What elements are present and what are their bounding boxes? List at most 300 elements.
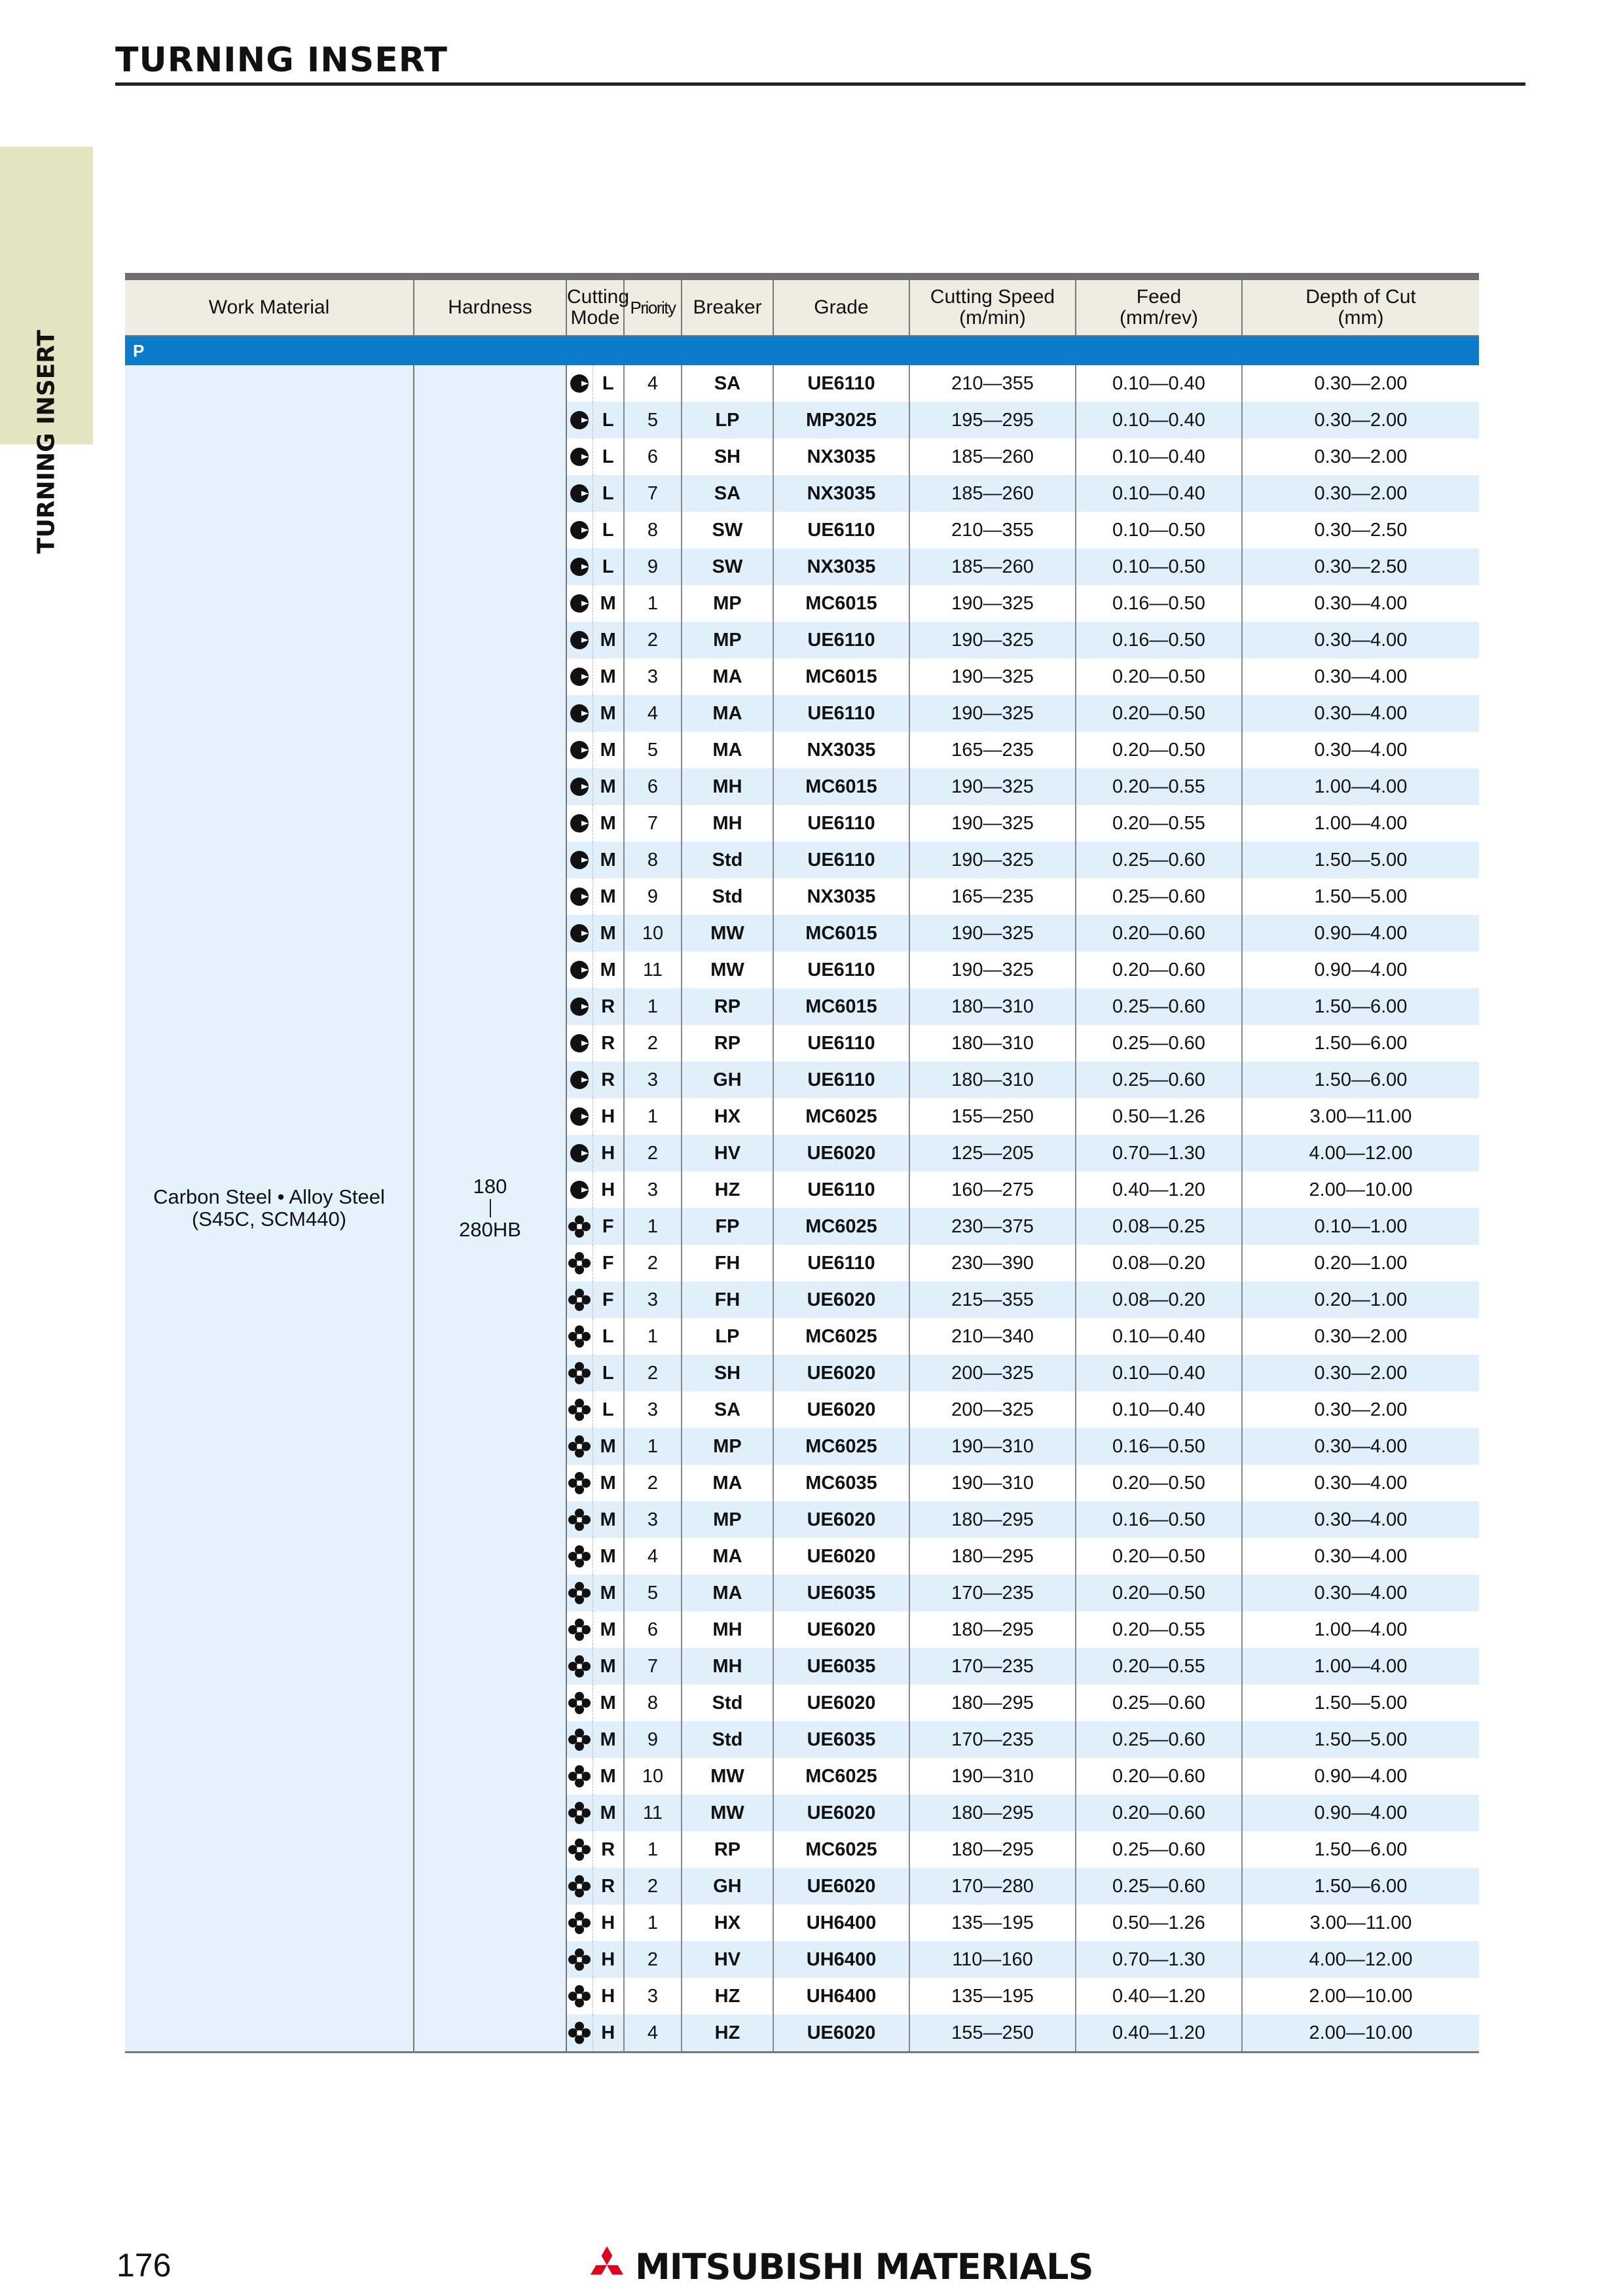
half-moon-icon — [568, 996, 591, 1018]
feed-cell: 0.40—1.20 — [1076, 1172, 1242, 1208]
half-moon-icon — [568, 519, 591, 541]
grade-cell: UE6020 — [773, 1501, 909, 1538]
cutting-mode-cell: L — [593, 439, 624, 475]
depth-of-cut-cell: 4.00—12.00 — [1242, 1135, 1479, 1172]
cutting-mode-icon-cell — [566, 475, 593, 512]
cutting-speed-cell: 200—325 — [909, 1355, 1076, 1391]
half-moon-icon — [568, 702, 591, 725]
clover-icon — [568, 1545, 591, 1568]
cutting-speed-cell: 195—295 — [909, 402, 1076, 439]
depth-of-cut-cell: 0.30—4.00 — [1242, 585, 1479, 622]
cutting-speed-cell: 185—260 — [909, 548, 1076, 585]
clover-icon — [568, 1692, 591, 1714]
cutting-mode-cell: L — [593, 548, 624, 585]
grade-cell: NX3035 — [773, 439, 909, 475]
grade-cell: MC6015 — [773, 988, 909, 1025]
col-header-depth-of-cut: Depth of Cut (mm) — [1242, 280, 1479, 336]
cutting-speed-cell: 180—295 — [909, 1831, 1076, 1868]
cutting-speed-cell: 190—325 — [909, 915, 1076, 952]
data-table — [125, 280, 1479, 2051]
cutting-mode-cell: F — [593, 1208, 624, 1245]
half-moon-icon — [568, 776, 591, 798]
breaker-cell: MW — [682, 952, 773, 988]
depth-of-cut-cell: 0.30—2.00 — [1242, 1391, 1479, 1428]
clover-icon — [568, 1325, 591, 1348]
cutting-speed-cell: 190—310 — [909, 1428, 1076, 1465]
feed-cell: 0.25—0.60 — [1076, 1721, 1242, 1758]
feed-cell: 0.20—0.60 — [1076, 1758, 1242, 1795]
grade-cell: UE6020 — [773, 1868, 909, 1905]
cutting-mode-cell: M — [593, 1428, 624, 1465]
grade-cell: MC6025 — [773, 1758, 909, 1795]
priority-cell: 9 — [624, 548, 682, 585]
half-moon-icon — [568, 1032, 591, 1054]
cutting-speed-cell: 190—310 — [909, 1758, 1076, 1795]
depth-of-cut-cell: 0.20—1.00 — [1242, 1282, 1479, 1318]
cutting-mode-cell: R — [593, 1025, 624, 1062]
breaker-cell: GH — [682, 1868, 773, 1905]
cutting-mode-cell: M — [593, 1538, 624, 1575]
cutting-speed-cell: 155—250 — [909, 2015, 1076, 2051]
priority-cell: 5 — [624, 1575, 682, 1611]
breaker-cell: SH — [682, 1355, 773, 1391]
col-header-grade: Grade — [773, 280, 909, 336]
breaker-cell: MH — [682, 805, 773, 842]
grade-cell: UE6035 — [773, 1575, 909, 1611]
cutting-mode-icon-cell — [566, 1831, 593, 1868]
depth-of-cut-cell: 0.30—2.00 — [1242, 439, 1479, 475]
cutting-speed-cell: 190—325 — [909, 622, 1076, 658]
grade-cell: NX3035 — [773, 475, 909, 512]
table-body — [125, 365, 1479, 2051]
grade-cell: MC6025 — [773, 1318, 909, 1355]
feed-cell: 0.10—0.40 — [1076, 402, 1242, 439]
feed-cell: 0.70—1.30 — [1076, 1941, 1242, 1978]
grade-cell: UE6020 — [773, 1538, 909, 1575]
breaker-cell: HZ — [682, 1978, 773, 2015]
side-tab — [0, 147, 93, 554]
cutting-mode-icon-cell — [566, 1391, 593, 1428]
depth-of-cut-cell: 0.20—1.00 — [1242, 1245, 1479, 1282]
cutting-mode-cell: H — [593, 1135, 624, 1172]
breaker-cell: HX — [682, 1098, 773, 1135]
depth-of-cut-cell: 0.30—4.00 — [1242, 1465, 1479, 1501]
grade-cell: UE6020 — [773, 1135, 909, 1172]
breaker-cell: SW — [682, 512, 773, 548]
cutting-mode-icon-cell — [566, 1025, 593, 1062]
priority-cell: 2 — [624, 1355, 682, 1391]
grade-cell: MC6015 — [773, 915, 909, 952]
breaker-cell: MA — [682, 1465, 773, 1501]
grade-cell: UH6400 — [773, 1905, 909, 1941]
feed-cell: 0.16—0.50 — [1076, 1501, 1242, 1538]
cutting-speed-cell: 190—325 — [909, 695, 1076, 732]
clover-icon — [568, 1509, 591, 1531]
half-moon-icon — [568, 1142, 591, 1164]
cutting-mode-icon-cell — [566, 1465, 593, 1501]
cutting-mode-cell: F — [593, 1282, 624, 1318]
grade-cell: UE6110 — [773, 1172, 909, 1208]
half-moon-icon — [568, 849, 591, 871]
feed-cell: 0.40—1.20 — [1076, 2015, 1242, 2051]
cutting-speed-cell: 210—340 — [909, 1318, 1076, 1355]
depth-of-cut-cell: 0.30—4.00 — [1242, 622, 1479, 658]
depth-of-cut-cell: 0.90—4.00 — [1242, 1795, 1479, 1831]
half-moon-icon — [568, 666, 591, 688]
cutting-mode-cell: L — [593, 365, 624, 402]
breaker-cell: MW — [682, 1758, 773, 1795]
priority-cell: 3 — [624, 1172, 682, 1208]
cutting-mode-icon-cell — [566, 1905, 593, 1941]
cutting-mode-cell: M — [593, 1721, 624, 1758]
cutting-mode-cell: H — [593, 1098, 624, 1135]
half-moon-icon — [568, 959, 591, 981]
depth-of-cut-cell: 0.30—4.00 — [1242, 1538, 1479, 1575]
col-header-priority: Priority — [624, 280, 682, 336]
table-top-rule — [125, 273, 1479, 280]
depth-of-cut-cell: 1.00—4.00 — [1242, 1611, 1479, 1648]
cutting-speed-cell: 200—325 — [909, 1391, 1076, 1428]
depth-of-cut-cell: 1.00—4.00 — [1242, 1648, 1479, 1685]
priority-cell: 6 — [624, 1611, 682, 1648]
cutting-mode-cell: M — [593, 695, 624, 732]
clover-icon — [568, 2022, 591, 2044]
priority-cell: 8 — [624, 512, 682, 548]
title-rule — [115, 82, 1525, 86]
cutting-mode-cell: M — [593, 1501, 624, 1538]
cutting-speed-cell: 215—355 — [909, 1282, 1076, 1318]
cutting-speed-cell: 180—310 — [909, 1025, 1076, 1062]
depth-of-cut-cell: 0.30—2.00 — [1242, 475, 1479, 512]
feed-cell: 0.40—1.20 — [1076, 1978, 1242, 2015]
feed-cell: 0.10—0.40 — [1076, 439, 1242, 475]
feed-cell: 0.25—0.60 — [1076, 1062, 1242, 1098]
group-row-p — [125, 336, 1479, 365]
breaker-cell: MA — [682, 732, 773, 768]
depth-of-cut-cell: 2.00—10.00 — [1242, 1978, 1479, 2015]
clover-icon — [568, 1912, 591, 1934]
priority-cell: 9 — [624, 1721, 682, 1758]
cutting-mode-icon-cell — [566, 1978, 593, 2015]
cutting-speed-cell: 190—325 — [909, 805, 1076, 842]
cutting-mode-icon-cell — [566, 915, 593, 952]
grade-cell: UE6020 — [773, 1795, 909, 1831]
cutting-speed-cell: 180—295 — [909, 1611, 1076, 1648]
breaker-cell: Std — [682, 842, 773, 878]
breaker-cell: RP — [682, 1831, 773, 1868]
cutting-mode-cell: L — [593, 402, 624, 439]
depth-of-cut-cell: 3.00—11.00 — [1242, 1098, 1479, 1135]
col-header-cutting-mode: Cutting Mode — [566, 280, 624, 336]
cutting-speed-cell: 230—390 — [909, 1245, 1076, 1282]
grade-cell: UE6020 — [773, 1391, 909, 1428]
clover-icon — [568, 1435, 591, 1458]
feed-cell: 0.10—0.50 — [1076, 548, 1242, 585]
cutting-speed-cell: 165—235 — [909, 732, 1076, 768]
depth-of-cut-cell: 1.50—6.00 — [1242, 1831, 1479, 1868]
grade-cell: UE6020 — [773, 1355, 909, 1391]
cutting-speed-cell: 165—235 — [909, 878, 1076, 915]
cutting-mode-cell: H — [593, 1172, 624, 1208]
brand-footer — [587, 2244, 1093, 2289]
clover-icon — [568, 1765, 591, 1787]
feed-cell: 0.10—0.40 — [1076, 1355, 1242, 1391]
breaker-cell: Std — [682, 1721, 773, 1758]
priority-cell: 1 — [624, 1831, 682, 1868]
cutting-speed-cell: 110—160 — [909, 1941, 1076, 1978]
depth-of-cut-cell: 0.30—4.00 — [1242, 1575, 1479, 1611]
cutting-speed-cell: 185—260 — [909, 439, 1076, 475]
grade-cell: MC6025 — [773, 1428, 909, 1465]
grade-cell: NX3035 — [773, 548, 909, 585]
cutting-mode-icon-cell — [566, 805, 593, 842]
cutting-mode-cell: M — [593, 1758, 624, 1795]
cutting-mode-cell: H — [593, 1941, 624, 1978]
grade-cell: UE6110 — [773, 622, 909, 658]
grade-cell: MP3025 — [773, 402, 909, 439]
feed-cell: 0.25—0.60 — [1076, 1831, 1242, 1868]
grade-cell: UH6400 — [773, 1941, 909, 1978]
priority-cell: 2 — [624, 1941, 682, 1978]
priority-cell: 2 — [624, 1135, 682, 1172]
cutting-mode-icon-cell — [566, 1245, 593, 1282]
cutting-speed-cell: 190—310 — [909, 1465, 1076, 1501]
priority-cell: 1 — [624, 1318, 682, 1355]
cutting-speed-cell: 170—235 — [909, 1575, 1076, 1611]
cutting-speed-cell: 190—325 — [909, 842, 1076, 878]
breaker-cell: MW — [682, 1795, 773, 1831]
grade-cell: UE6110 — [773, 1245, 909, 1282]
hardness-max: 280HB — [459, 1218, 521, 1241]
cutting-mode-cell: M — [593, 1611, 624, 1648]
breaker-cell: Std — [682, 1685, 773, 1721]
half-moon-icon — [568, 482, 591, 505]
cutting-mode-icon-cell — [566, 658, 593, 695]
depth-of-cut-cell: 1.50—5.00 — [1242, 1721, 1479, 1758]
cutting-mode-cell: F — [593, 1245, 624, 1282]
breaker-cell: HZ — [682, 1172, 773, 1208]
priority-cell: 1 — [624, 585, 682, 622]
cutting-mode-icon-cell — [566, 1575, 593, 1611]
cutting-mode-icon-cell — [566, 1758, 593, 1795]
priority-cell: 7 — [624, 475, 682, 512]
half-moon-icon — [568, 629, 591, 651]
cutting-mode-icon-cell — [566, 585, 593, 622]
grade-cell: UE6110 — [773, 365, 909, 402]
feed-cell: 0.20—0.55 — [1076, 1648, 1242, 1685]
grade-cell: UE6110 — [773, 695, 909, 732]
cutting-mode-icon-cell — [566, 1501, 593, 1538]
clover-icon — [568, 1875, 591, 1897]
depth-of-cut-cell: 0.30—4.00 — [1242, 658, 1479, 695]
cutting-mode-icon-cell — [566, 768, 593, 805]
clover-icon — [568, 1582, 591, 1604]
cutting-speed-cell: 190—325 — [909, 952, 1076, 988]
cutting-mode-icon-cell — [566, 1941, 593, 1978]
priority-cell: 1 — [624, 1208, 682, 1245]
cutting-mode-icon-cell — [566, 878, 593, 915]
cutting-speed-cell: 125—205 — [909, 1135, 1076, 1172]
group-label: P — [125, 336, 1479, 365]
cutting-mode-icon-cell — [566, 1428, 593, 1465]
breaker-cell: MW — [682, 915, 773, 952]
feed-cell: 0.20—0.50 — [1076, 732, 1242, 768]
feed-cell: 0.25—0.60 — [1076, 1868, 1242, 1905]
cutting-mode-cell: M — [593, 622, 624, 658]
half-moon-icon — [568, 922, 591, 944]
feed-cell: 0.10—0.40 — [1076, 1391, 1242, 1428]
breaker-cell: MP — [682, 622, 773, 658]
depth-of-cut-cell: 0.30—2.00 — [1242, 1318, 1479, 1355]
grade-cell: UE6035 — [773, 1721, 909, 1758]
cutting-speed-cell: 155—250 — [909, 1098, 1076, 1135]
clover-icon — [568, 1729, 591, 1751]
cutting-mode-icon-cell — [566, 512, 593, 548]
clover-icon — [568, 1215, 591, 1238]
clover-icon — [568, 1655, 591, 1677]
depth-of-cut-cell: 0.30—4.00 — [1242, 732, 1479, 768]
breaker-cell: HV — [682, 1941, 773, 1978]
feed-cell: 0.70—1.30 — [1076, 1135, 1242, 1172]
grade-cell: MC6015 — [773, 585, 909, 622]
col-header-feed: Feed (mm/rev) — [1076, 280, 1242, 336]
cutting-mode-cell: L — [593, 1391, 624, 1428]
feed-cell: 0.25—0.60 — [1076, 1685, 1242, 1721]
priority-cell: 7 — [624, 805, 682, 842]
breaker-cell: FH — [682, 1282, 773, 1318]
breaker-cell: MH — [682, 768, 773, 805]
cutting-speed-cell: 170—235 — [909, 1721, 1076, 1758]
feed-cell: 0.10—0.40 — [1076, 475, 1242, 512]
breaker-cell: MP — [682, 1501, 773, 1538]
cutting-conditions-table — [125, 273, 1479, 2053]
cutting-mode-icon-cell — [566, 1208, 593, 1245]
clover-icon — [568, 1985, 591, 2007]
hardness-cell — [414, 365, 566, 2051]
grade-cell: UE6020 — [773, 1611, 909, 1648]
cutting-mode-icon-cell — [566, 1538, 593, 1575]
grade-cell: UH6400 — [773, 1978, 909, 2015]
breaker-cell: MA — [682, 658, 773, 695]
depth-of-cut-cell: 1.50—6.00 — [1242, 1025, 1479, 1062]
cutting-speed-cell: 170—235 — [909, 1648, 1076, 1685]
half-moon-icon — [568, 1105, 591, 1128]
priority-cell: 4 — [624, 695, 682, 732]
cutting-mode-cell: M — [593, 1795, 624, 1831]
breaker-cell: HX — [682, 1905, 773, 1941]
cutting-mode-cell: L — [593, 1318, 624, 1355]
cutting-speed-cell: 180—310 — [909, 988, 1076, 1025]
feed-cell: 0.20—0.50 — [1076, 1575, 1242, 1611]
cutting-mode-icon-cell — [566, 732, 593, 768]
cutting-speed-cell: 190—325 — [909, 768, 1076, 805]
cutting-mode-cell: L — [593, 1355, 624, 1391]
half-moon-icon — [568, 812, 591, 834]
cutting-speed-cell: 160—275 — [909, 1172, 1076, 1208]
breaker-cell: LP — [682, 402, 773, 439]
feed-cell: 0.20—0.55 — [1076, 768, 1242, 805]
cutting-mode-cell: M — [593, 585, 624, 622]
cutting-speed-cell: 210—355 — [909, 365, 1076, 402]
three-diamonds-logo-icon — [587, 2246, 627, 2287]
feed-cell: 0.16—0.50 — [1076, 622, 1242, 658]
cutting-mode-cell: M — [593, 915, 624, 952]
cutting-mode-icon-cell — [566, 952, 593, 988]
breaker-cell: MP — [682, 585, 773, 622]
priority-cell: 4 — [624, 2015, 682, 2051]
cutting-mode-cell: H — [593, 1978, 624, 2015]
clover-icon — [568, 1839, 591, 1861]
cutting-mode-cell: R — [593, 1062, 624, 1098]
breaker-cell: MH — [682, 1611, 773, 1648]
breaker-cell: MA — [682, 1538, 773, 1575]
clover-icon — [568, 1289, 591, 1311]
hardness-min: 180 — [473, 1175, 507, 1198]
cutting-mode-cell: L — [593, 475, 624, 512]
hardness-range-bar — [490, 1199, 491, 1217]
cutting-mode-icon-cell — [566, 1282, 593, 1318]
priority-cell: 9 — [624, 878, 682, 915]
cutting-mode-icon-cell — [566, 1172, 593, 1208]
depth-of-cut-cell: 1.50—5.00 — [1242, 842, 1479, 878]
priority-cell: 4 — [624, 1538, 682, 1575]
depth-of-cut-cell: 1.50—6.00 — [1242, 988, 1479, 1025]
priority-cell: 3 — [624, 1978, 682, 2015]
breaker-cell: HV — [682, 1135, 773, 1172]
cutting-mode-icon-cell — [566, 695, 593, 732]
clover-icon — [568, 1399, 591, 1421]
depth-of-cut-cell: 0.30—4.00 — [1242, 1501, 1479, 1538]
cutting-speed-cell: 210—355 — [909, 512, 1076, 548]
cutting-mode-cell: M — [593, 878, 624, 915]
cutting-speed-cell: 180—310 — [909, 1062, 1076, 1098]
feed-cell: 0.25—0.60 — [1076, 988, 1242, 1025]
clover-icon — [568, 1362, 591, 1384]
cutting-mode-cell: H — [593, 2015, 624, 2051]
grade-cell: MC6025 — [773, 1098, 909, 1135]
priority-cell: 3 — [624, 658, 682, 695]
depth-of-cut-cell: 0.30—2.50 — [1242, 512, 1479, 548]
grade-cell: UE6020 — [773, 2015, 909, 2051]
priority-cell: 6 — [624, 439, 682, 475]
cutting-mode-cell: M — [593, 1685, 624, 1721]
grade-cell: NX3035 — [773, 732, 909, 768]
cutting-mode-cell: M — [593, 768, 624, 805]
table-row — [125, 365, 1479, 402]
breaker-cell: FP — [682, 1208, 773, 1245]
priority-cell: 2 — [624, 1868, 682, 1905]
cutting-speed-cell: 180—295 — [909, 1501, 1076, 1538]
depth-of-cut-cell: 1.50—6.00 — [1242, 1868, 1479, 1905]
cutting-mode-icon-cell — [566, 1721, 593, 1758]
cutting-mode-icon-cell — [566, 1098, 593, 1135]
depth-of-cut-cell: 0.90—4.00 — [1242, 1758, 1479, 1795]
cutting-mode-cell: L — [593, 512, 624, 548]
feed-cell: 0.10—0.50 — [1076, 512, 1242, 548]
cutting-mode-cell: M — [593, 1648, 624, 1685]
cutting-mode-icon-cell — [566, 548, 593, 585]
breaker-cell: SA — [682, 365, 773, 402]
priority-cell: 3 — [624, 1501, 682, 1538]
depth-of-cut-cell: 2.00—10.00 — [1242, 1172, 1479, 1208]
cutting-mode-icon-cell — [566, 1355, 593, 1391]
grade-cell: UE6110 — [773, 1062, 909, 1098]
feed-cell: 0.10—0.40 — [1076, 1318, 1242, 1355]
breaker-cell: MA — [682, 695, 773, 732]
priority-cell: 8 — [624, 842, 682, 878]
priority-cell: 11 — [624, 952, 682, 988]
feed-cell: 0.25—0.60 — [1076, 1025, 1242, 1062]
